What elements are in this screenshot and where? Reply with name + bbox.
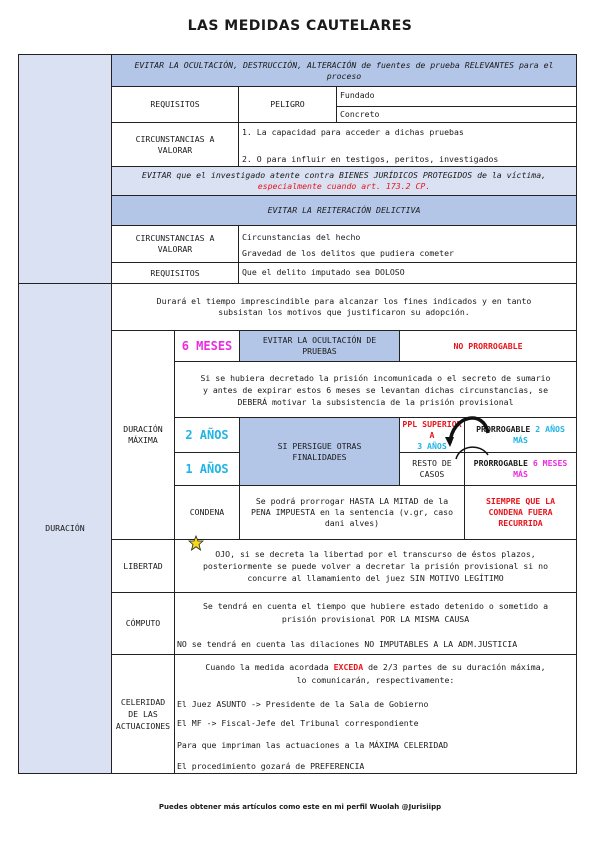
circunstancia-1: 1. La capacidad para acceder a dichas pruebas xyxy=(242,127,464,137)
duracion-maxima-label: DURACIÓN MÁXIMA xyxy=(111,330,175,540)
footer-note: Puedes obtener más artículos como este en mi perfil Wuolah @Jurisiipp xyxy=(158,803,442,811)
circunstancia-gravedad: Gravedad de los delitos que pudiera cometer xyxy=(242,248,454,258)
prorrogable-2-anos: PRORROGABLE 2 AÑOS MÁS xyxy=(464,417,577,453)
celeridad-text: Cuando la medida acordada EXCEDA de 2/3 partes de su duración máxima, lo comunicarán, respectivamente: El Juez ASUNTO -> Presidente de la Sala de Gobierno El MF -> Fiscal-Jefe del Tribunal correspondiente Para que impriman las actuaciones a la MÁXIMA CELERIDAD El procedimiento gozará de PREFERENCIA xyxy=(174,654,577,774)
circunstancia-2: 2. O para influir en testigos, peritos, investigados xyxy=(242,154,499,164)
peligro-concreto: Concreto xyxy=(340,109,380,119)
circunstancias-values xyxy=(238,122,577,167)
resto-casos: RESTO DE CASOS xyxy=(399,452,465,486)
condena-text: Se podrá prorrogar HASTA LA MITAD de la PENA IMPUESTA en la sentencia (v.gr, caso dani alves) xyxy=(239,485,465,540)
duracion-intro: Durará el tiempo imprescindible para alcanzar los fines indicados y en tanto subsistan los motivos que justificaron su adopción. xyxy=(111,283,577,331)
ppl-superior-cell: PPL SUPERIOR A 3 AÑOS xyxy=(399,417,465,453)
dos-anos: 2 AÑOS xyxy=(174,417,240,453)
star-icon xyxy=(188,535,204,551)
persigue-otras-finalidades: SI PERSIGUE OTRAS FINALIDADES xyxy=(239,417,400,486)
requisitos-label: REQUISITOS xyxy=(111,86,239,123)
circunstancias-values-2 xyxy=(238,225,577,263)
curved-arrow-icon xyxy=(440,393,500,463)
celeridad-label: CELERIDAD DE LAS ACTUACIONES xyxy=(111,654,175,774)
section1-side-column xyxy=(18,54,112,284)
objective-reiteracion: EVITAR LA REITERACIÓN DELICTIVA xyxy=(111,195,577,226)
computo-label: CÓMPUTO xyxy=(111,592,175,655)
libertad-text: OJO, si se decreta la libertad por el transcurso de éstos plazos, posteriormente se puede volver a decretar la prisión provisional si no concurre al llamamiento del juez SIN MOTIVO LEGÍTIMO xyxy=(174,539,577,593)
peligro-fundado: Fundado xyxy=(340,90,375,100)
objective-bienes-juridicos: EVITAR que el investigado atente contra BIENES JURÍDICOS PROTEGIDOS de la víctima, especialmente cuando art. 173.2 CP. xyxy=(111,166,577,196)
duracion-side-label: DURACIÓN xyxy=(18,283,112,774)
prorrogable-6-meses: PRORROGABLE 6 MESES MÁS xyxy=(464,452,577,486)
objective-evitar-ocultacion: EVITAR LA OCULTACIÓN, DESTRUCCIÓN, ALTERACIÓN de fuentes de prueba RELEVANTES para el proceso xyxy=(111,54,577,87)
circunstancia-hecho: Circunstancias del hecho xyxy=(242,232,361,242)
evitar-ocultacion-pruebas: EVITAR LA OCULTACIÓN DE PRUEBAS xyxy=(239,330,400,362)
circunstancias-label-2: CIRCUNSTANCIAS A VALORAR xyxy=(111,225,239,263)
peligro-values xyxy=(336,86,577,123)
no-prorrogable: NO PRORROGABLE xyxy=(399,330,577,362)
un-ano: 1 AÑOS xyxy=(174,452,240,486)
seis-meses: 6 MESES xyxy=(174,330,240,362)
requisito-doloso: Que el delito imputado sea DOLOSO xyxy=(238,262,577,284)
computo-text: Se tendrá en cuenta el tiempo que hubiere estado detenido o sometido a prisión provisional POR LA MISMA CAUSA NO se tendrá en cuenta las dilaciones NO IMPUTABLES A LA ADM.JUSTICIA xyxy=(174,592,577,655)
requisitos-label-2: REQUISITOS xyxy=(111,262,239,284)
secreto-sumario-note: Si se hubiera decretado la prisión incomunicada o el secreto de sumario y antes de expirar estos 6 meses se levantan dichas circunstancias, se DEBERÁ motivar la subsistencia de la prisión provisional xyxy=(174,361,577,418)
condena-recurrida: SIEMPRE QUE LA CONDENA FUERA RECURRIDA xyxy=(464,485,577,540)
page-title: LAS MEDIDAS CAUTELARES xyxy=(187,18,413,34)
circunstancias-label: CIRCUNSTANCIAS A VALORAR xyxy=(111,122,239,167)
peligro-label: PELIGRO xyxy=(238,86,337,123)
libertad-label: LIBERTAD xyxy=(111,539,175,593)
condena-label: CONDENA xyxy=(174,485,240,540)
